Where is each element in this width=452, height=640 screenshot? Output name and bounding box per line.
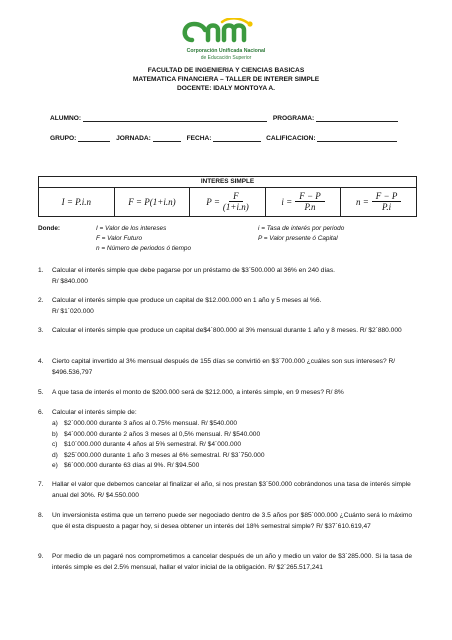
exercise-text: Por medio de un pagaré nos comprometimos a cancelar después de un año y medio un valor de $3´285.000. Si la tasa de interés simple es del 2.5% mensual, hallar el valor inicial de la obligación. R/ $2´265.517,241 [52,553,412,571]
exercise-text: Cierto capital invertido al 3% mensual después de 155 días se convirtió en $3´700.000 ¿cuáles son sus intereses? R/ $496.536,797 [52,358,396,376]
programa-input[interactable] [316,114,398,122]
exercise-6 [38,408,412,419]
formula-rate-lhs: i = [281,197,293,207]
formula-rate-fraction [295,191,325,213]
exercise-2 [38,296,412,317]
exercise-8 [38,511,412,532]
grupo-input[interactable] [78,134,110,142]
logo-text-line1: Corporación Unificada Nacional [186,48,266,54]
legend-future-value: F = Valor Futuro [96,235,142,242]
formula-present-value [190,188,266,216]
exercise-7 [38,480,412,501]
formula-rate-numerator: F − P [295,191,325,202]
exercise-text: Calcular el interés simple de: [52,409,137,416]
exercise-9 [38,552,412,573]
exercise-number: 7. [38,481,44,488]
exercise-number: 9. [38,553,44,560]
exercise-number: 5. [38,389,44,396]
jornada-input[interactable] [153,134,181,142]
formula-table [38,176,417,217]
calificacion-input[interactable] [317,134,397,142]
exercise-text: Hallar el valor que debemos cancelar al finalizar el año, si nos prestan $3´500.000 cobrándonos una tasa de interés simple anual del 30%. R/ $4.550.000 [52,481,411,499]
exercise-text: Un inversionista estima que un terreno puede ser negociado dentro de 3.5 años por $85´000.000 ¿Cuánto será lo máximo que él esta dispuesto a pagar hoy, si desea obtener un interés del 18% semestral simple? R/ $37´610.619,47 [52,512,412,530]
exercise-number: 2. [38,297,44,304]
exercise-number: 8. [38,512,44,519]
formula-present-value-denominator: (1+i.n) [222,202,249,212]
item-letter: a) [52,420,58,427]
course-title: MATEMATICA FINANCIERA – TALLER DE INTERER SIMPLE [132,76,320,83]
exercise-text: Calcular el interés simple que produce un capital de$4´800.000 al 3% mensual durante 1 año y 8 meses. R/ $2´880.000 [52,327,402,334]
exercise-answer: R/ $1´020.000 [52,307,94,315]
exercise-6-item-b [52,430,260,441]
exercise-1 [38,266,412,287]
formula-periods [341,188,416,216]
exercise-3 [38,326,412,337]
fecha-label: FECHA: [186,135,212,142]
alumno-input[interactable] [83,114,267,122]
exercise-6-item-d [52,451,265,462]
item-letter: e) [52,462,58,469]
formula-periods-numerator: F − P [372,191,402,202]
item-letter: b) [52,430,58,438]
programa-label: PROGRAMA: [272,115,315,122]
formula-present-value-lhs: P = [206,197,220,207]
item-letter: c) [52,441,58,448]
exercise-text: A que tasa de interés el monto de $200.000 será de $212.000, a interés simple, en 9 meses? R/ 8% [52,389,344,396]
formula-table-title: INTERES SIMPLE [39,177,416,188]
formula-periods-lhs: n = [355,197,369,207]
formula-present-value-fraction [223,191,249,213]
formula-future-value [115,188,191,216]
exercise-6-item-c [52,440,241,451]
calificacion-label: CALIFICACION: [266,135,316,142]
exercise-text: Calcular el interés simple que debe pagarse por un préstamo de $3´500.000 al 36% en 240 días. [52,267,335,274]
item-text: $6´000.000 durante 63 días al 9%. R/ $94.500 [64,462,200,469]
formula-periods-fraction [372,191,402,213]
exercise-text: Calcular el interés simple que produce un capital de $12.000.000 en 1 año y 5 meses al %6. [52,297,322,304]
formula-rate-denominator: P.n [304,202,316,212]
legend-present-value: P = Valor presente ó Capital [258,235,338,242]
logo-mark-icon [178,18,274,48]
exercise-number: 4. [38,358,44,365]
item-letter: d) [52,451,58,459]
faculty-title: FACULTAD DE INGENIERIA Y CIENCIAS BASICAS [147,67,305,74]
legend-interest: I = Valor de los intereses [96,225,167,232]
jornada-label: JORNADA: [116,135,151,142]
exercise-number: 6. [38,409,44,416]
formula-rate [266,188,342,216]
exercise-number: 1. [38,267,44,274]
exercise-answer: R/ $840.000 [52,277,88,285]
item-text: $25´000.000 durante 1 año 3 meses al 6% semestral. R/ $3´750.000 [64,451,265,459]
item-text: $4´000.000 durante 2 años 3 meses al 0,5% mensual. R/ $540.000 [64,430,261,438]
alumno-label: ALUMNO: [50,115,82,122]
grupo-label: GRUPO: [50,135,77,142]
legend-label: Donde: [38,225,61,232]
exercise-5 [38,388,412,399]
exercise-4 [38,357,412,378]
teacher-name: DOCENTE: IDALY MONTOYA A. [176,85,276,92]
item-text: $2´000.000 durante 3 años al 0.75% mensual. R/ $540.000 [64,420,238,427]
formula-row [39,188,416,216]
legend-periods: n = Número de periodos ó tiempo [96,245,192,252]
exercise-number: 3. [38,327,44,334]
formula-periods-denominator: P.i [382,202,392,212]
group-field-row [50,134,397,142]
logo-text-line2: de Educación Superior [200,55,252,61]
institution-logo [178,18,274,66]
fecha-input[interactable] [213,134,261,142]
formula-interest [39,188,115,216]
exercise-6-item-a [52,419,237,430]
legend-rate: i = Tasa de interés por periodo [258,225,345,232]
exercise-6-item-e [52,461,199,472]
formula-interest-text: I = P.i.n [61,197,91,207]
item-text: $10´000.000 durante 4 años al 5% semestral. R/ $4´000.000 [64,441,242,448]
formula-present-value-numerator: F [229,191,243,202]
formula-future-value-text: F = P(1+i.n) [128,197,176,207]
student-field-row [50,114,398,122]
